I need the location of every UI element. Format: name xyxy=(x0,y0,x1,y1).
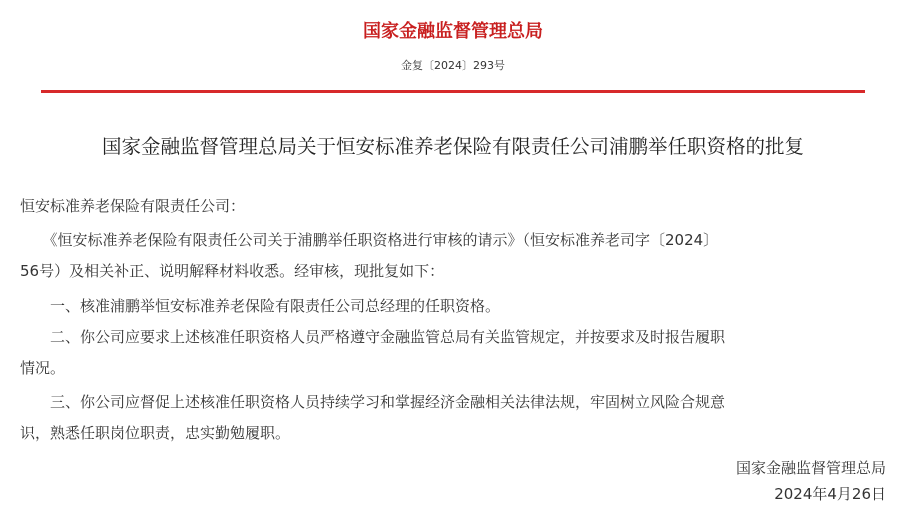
signature-block xyxy=(736,455,886,507)
signature-org: 国家金融监督管理总局 xyxy=(735,459,886,477)
paragraph-item-1 xyxy=(20,291,890,322)
paragraph-item-2 xyxy=(20,322,890,384)
paragraph-line: 56号）及相关补正、说明解释材料收悉。经审核，现批复如下： xyxy=(20,262,445,280)
paragraph-line: 一、核准浦鹏举恒安标准养老保险有限责任公司总经理的任职资格。 xyxy=(20,297,501,315)
paragraph-item-3 xyxy=(20,387,890,449)
paragraph-line: 三、你公司应督促上述核准任职资格人员持续学习和掌握经济金融相关法律法规，牢固树立风险合规意 xyxy=(20,393,726,411)
document-number: 金复〔2024〕293号 xyxy=(401,59,505,72)
addressee: 恒安标准养老保险有限责任公司： xyxy=(20,197,246,215)
paragraph-line: 识，熟悉任职岗位职责，忠实勤勉履职。 xyxy=(20,424,291,442)
document-title: 国家金融监督管理总局关于恒安标准养老保险有限责任公司浦鹏举任职资格的批复 xyxy=(101,135,804,158)
issuer-heading: 国家金融监督管理总局 xyxy=(363,21,543,42)
paragraph-line: 情况。 xyxy=(20,359,66,377)
red-divider xyxy=(41,90,865,93)
signature-date: 2024年4月26日 xyxy=(774,485,886,503)
paragraph-intro xyxy=(20,225,890,287)
paragraph-line: 《恒安标准养老保险有限责任公司关于浦鹏举任职资格进行审核的请示》（恒安标准养老司字〔2024〕 xyxy=(20,231,719,249)
paragraph-line: 二、你公司应要求上述核准任职资格人员严格遵守金融监管总局有关监管规定，并按要求及时报告履职 xyxy=(20,328,726,346)
